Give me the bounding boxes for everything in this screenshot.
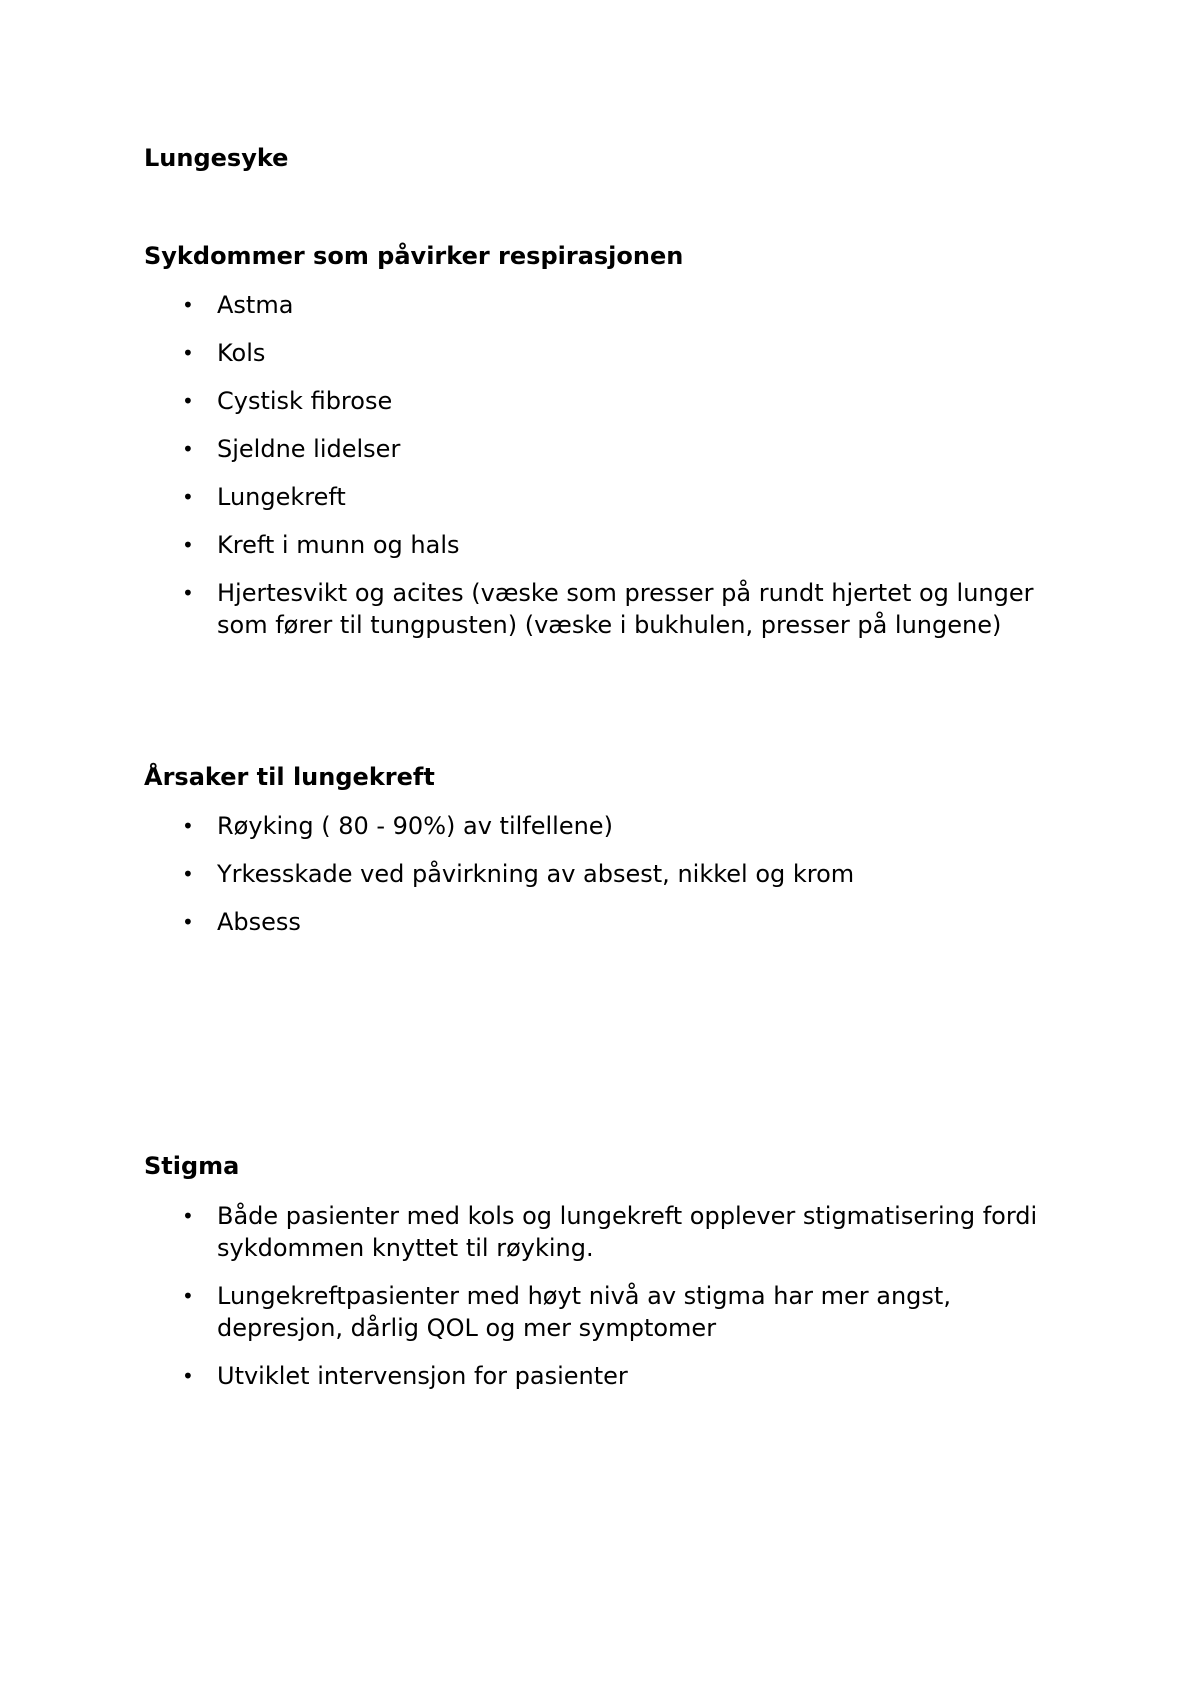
bullet-icon: • — [182, 437, 194, 461]
list-item — [144, 1360, 1084, 1392]
list-item-text: Lungekreft — [217, 483, 346, 511]
bullet-icon: • — [182, 910, 194, 934]
list-item — [144, 481, 1084, 513]
document-title: Lungesyke — [144, 144, 289, 172]
bullet-icon: • — [182, 1284, 194, 1308]
bullet-icon: • — [182, 533, 194, 557]
list-item — [144, 1280, 1084, 1344]
bullet-icon: • — [182, 581, 194, 605]
bullet-icon: • — [182, 1364, 194, 1388]
list-item-text: Astma — [217, 291, 294, 319]
list-item-text: Kols — [217, 339, 266, 367]
list-item-text: Røyking ( 80 - 90%) av tilfellene) — [217, 812, 613, 840]
list-item — [144, 858, 1084, 890]
bullet-icon: • — [182, 341, 194, 365]
list-item-text: Hjertesvikt og acites (væske som presser på rundt hjertet og lunger som fører til tungpusten) (væske i bukhulen, presser på lungene) — [217, 579, 1034, 639]
list-item-text: Cystisk fibrose — [217, 387, 393, 415]
bullet-icon: • — [182, 293, 194, 317]
list-item — [144, 529, 1084, 561]
bullet-icon: • — [182, 1204, 194, 1228]
bullet-icon: • — [182, 389, 194, 413]
list-item — [144, 577, 1084, 641]
bullet-icon: • — [182, 485, 194, 509]
list-item — [144, 289, 1084, 321]
section-heading-stigma: Stigma — [144, 1152, 240, 1180]
list-item — [144, 385, 1084, 417]
stigma-list — [144, 1200, 1084, 1408]
list-item — [144, 810, 1084, 842]
respiratory-diseases-list — [144, 289, 1084, 657]
section-heading-lung-cancer-causes: Årsaker til lungekreft — [144, 763, 435, 791]
list-item-text: Yrkesskade ved påvirkning av absest, nikkel og krom — [217, 860, 855, 888]
list-item-text: Sjeldne lidelser — [217, 435, 401, 463]
list-item — [144, 337, 1084, 369]
list-item-text: Kreft i munn og hals — [217, 531, 460, 559]
section-heading-respiratory-diseases: Sykdommer som påvirker respirasjonen — [144, 242, 684, 270]
list-item-text: Absess — [217, 908, 301, 936]
bullet-icon: • — [182, 814, 194, 838]
bullet-icon: • — [182, 862, 194, 886]
list-item-text: Lungekreftpasienter med høyt nivå av stigma har mer angst, depresjon, dårlig QOL og mer symptomer — [217, 1282, 951, 1342]
list-item — [144, 433, 1084, 465]
list-item — [144, 906, 1084, 938]
list-item — [144, 1200, 1084, 1264]
list-item-text: Både pasienter med kols og lungekreft opplever stigmatisering fordi sykdommen knyttet til røyking. — [217, 1202, 1038, 1262]
lung-cancer-causes-list — [144, 810, 1084, 954]
list-item-text: Utviklet intervensjon for pasienter — [217, 1362, 628, 1390]
